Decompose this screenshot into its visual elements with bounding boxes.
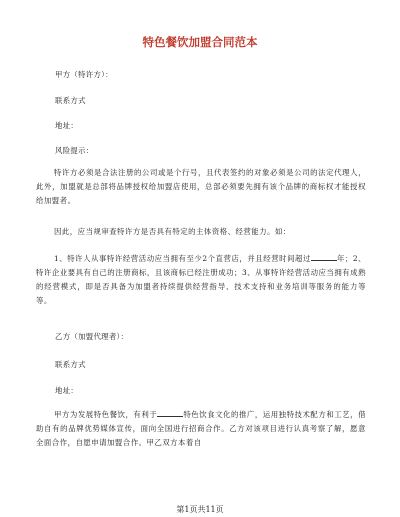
risk-tip-heading: 风险提示： [55, 146, 94, 155]
intro-part-1: 甲方为发展特色餐饮，有利于 [54, 410, 158, 419]
page-number-footer: 第1页共11页 [176, 505, 224, 514]
requirements-paragraph [36, 252, 366, 308]
party-b-address-label: 地址： [55, 386, 79, 395]
region-blank-field [157, 408, 183, 417]
qualification-paragraph: 因此，应当规审查特许方是否具有特定的主体资格、经营能力。如： [54, 227, 291, 236]
party-b-contact-label: 联系方式 [55, 360, 86, 369]
requirements-part-1: 1、特许人从事特许经营活动应当拥有至少2个直营店，并且经营时间超过 [54, 254, 311, 263]
document-title: 特色餐饮加盟合同范本 [142, 35, 258, 49]
intro-part-2: 特色饮食文化的推广，运用独特技术配方和工艺，借助自有的品牌优势媒体宣传，面向全国进行招商合作。乙方对该项目进行认真考察了解，愿意全面合作，自愿申请加盟合作。甲乙双方本着自 [36, 410, 366, 447]
party-a-contact-label: 联系方式 [55, 96, 86, 105]
risk-tip-paragraph: 特许方必须是合法注册的公司或是个行号，且代表签约的对象必须是公司的法定代理人，此外，加盟就是总部将品牌授权给加盟店使用，总部必须要先拥有该个品牌的商标权才能授权给加盟者。 [36, 168, 366, 205]
years-blank-field [311, 252, 337, 261]
party-a-address-label: 地址： [55, 121, 79, 130]
requirements-part-2: 年；2、特许企业要具有自己的注册商标，且该商标已经注册成功；3、从事特许经营活动应当拥有成熟的经营模式，即是否具备为加盟者持续提供经营指导、技术支持和业务培训等服务的能力等等。 [36, 254, 366, 305]
party-b-label: 乙方（加盟代理者）： [55, 332, 129, 341]
cooperation-intro-paragraph [36, 408, 366, 450]
party-a-label: 甲方（特许方）： [55, 70, 113, 79]
